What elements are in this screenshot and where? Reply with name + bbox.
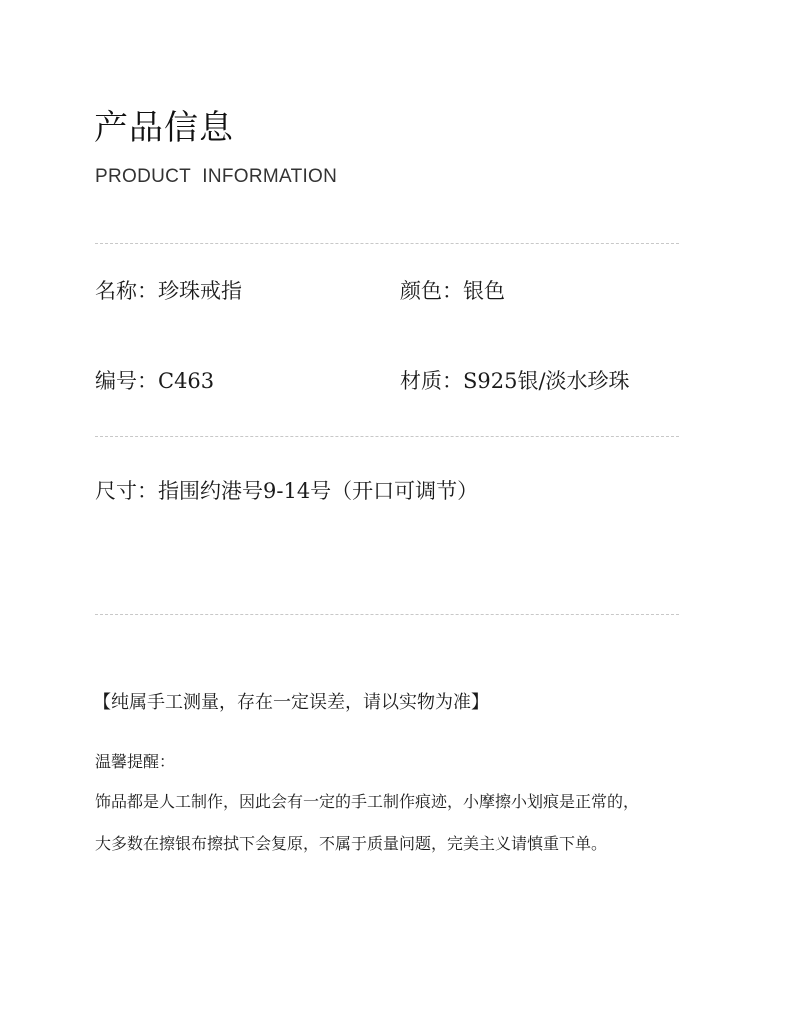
divider-bottom [95,614,679,615]
reminder-title: 温馨提醒： [95,752,176,771]
divider-middle [95,436,679,437]
reminder-line-1: 饰品都是人工制作，因此会有一定的手工制作痕迹，小摩擦小划痕是正常的， [95,792,640,811]
measurement-disclaimer: 【纯属手工测量，存在一定误差，请以实物为准】 [93,692,489,713]
spec-material: 材质：S925银/淡水珍珠 [400,369,630,393]
divider-top [95,243,679,244]
reminder-line-2: 大多数在擦银布擦拭下会复原，不属于质量问题，完美主义请慎重下单。 [95,834,608,853]
spec-color: 颜色：银色 [400,279,505,303]
page-subtitle: PRODUCT INFORMATION [95,166,338,187]
page-title: 产品信息 [94,108,234,148]
spec-code: 编号：C463 [95,369,215,393]
spec-name: 名称：珍珠戒指 [95,279,242,303]
spec-size: 尺寸：指围约港号9-14号（开口可调节） [95,479,479,503]
